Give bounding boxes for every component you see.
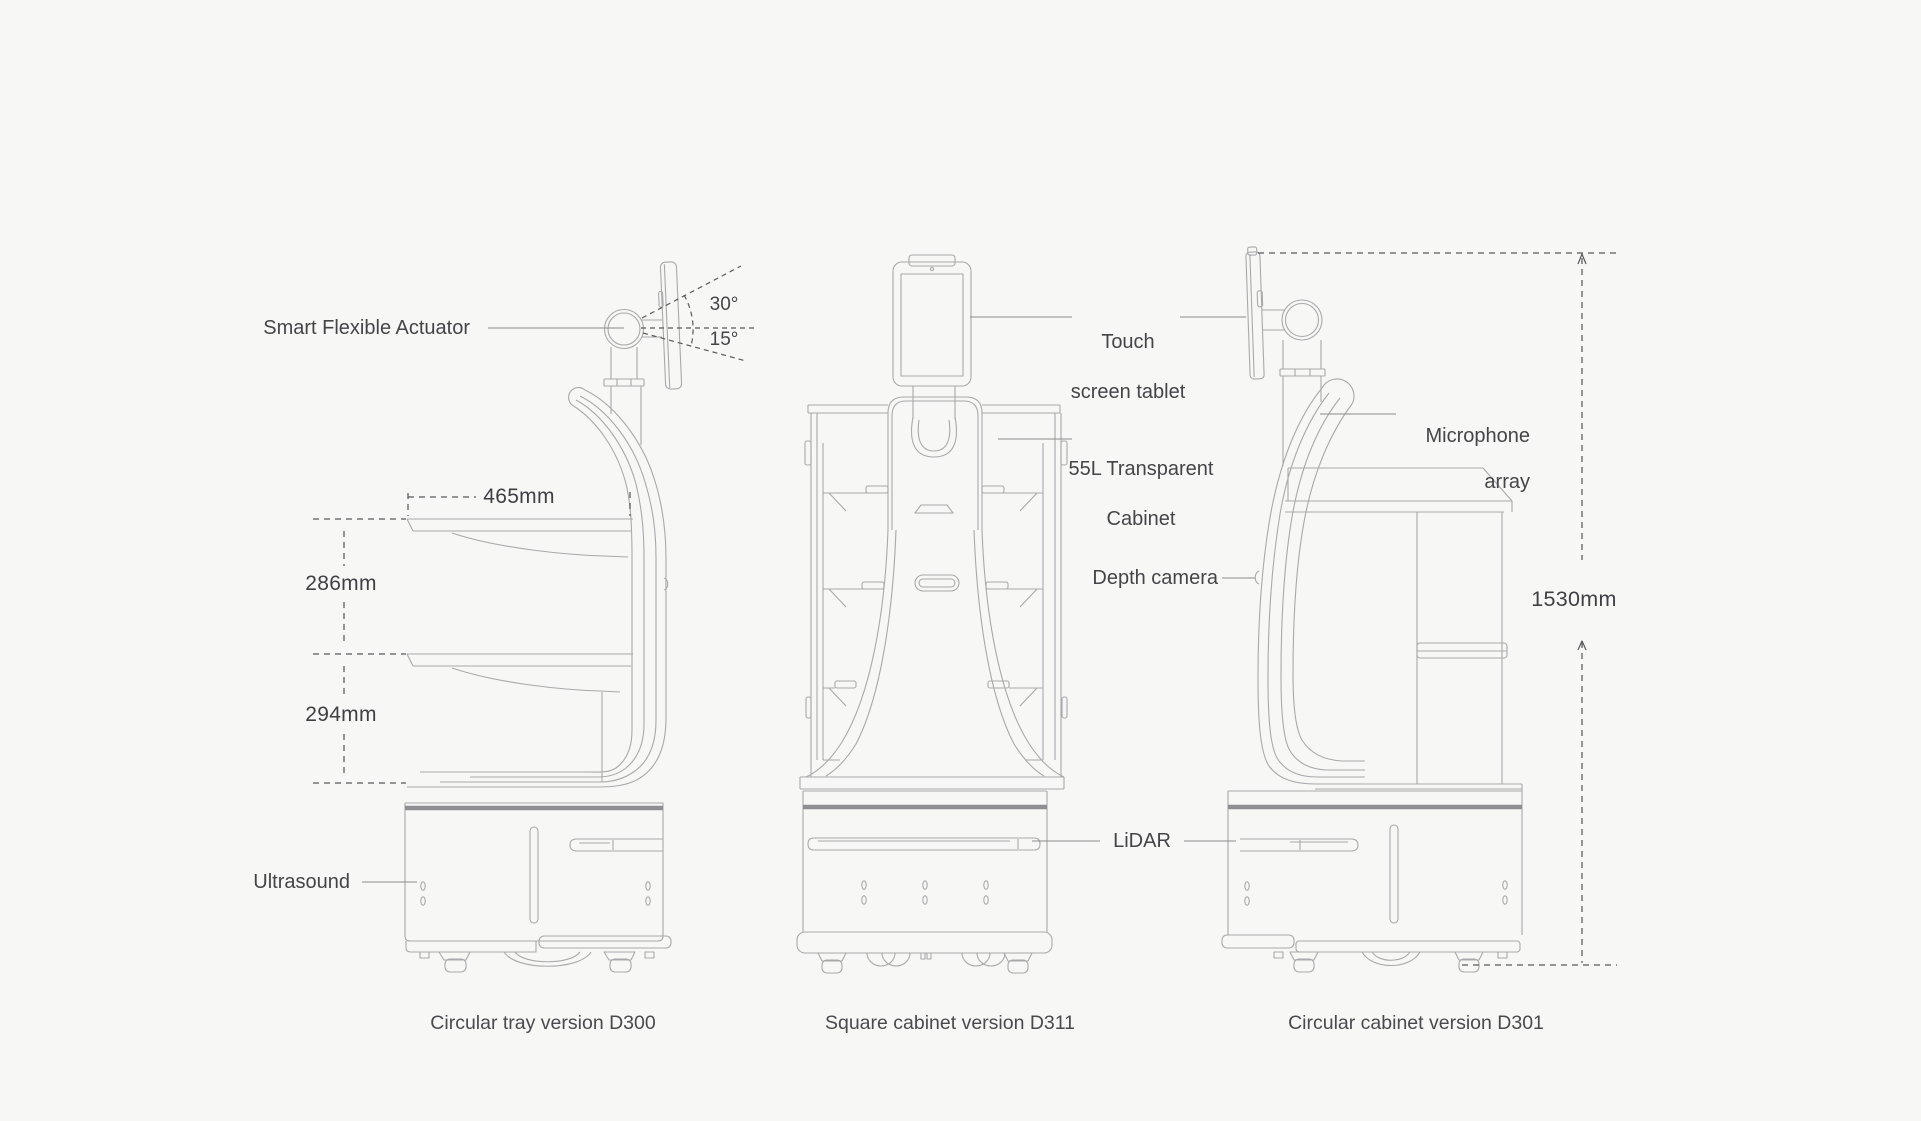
caption-d300: Circular tray version D300 <box>430 1012 656 1034</box>
dimension-tray-gap-286mm: 286mm <box>305 572 377 595</box>
d300-dimension-lines <box>313 492 630 783</box>
label-mic-line2: array <box>1484 471 1530 493</box>
robot-d301-drawing <box>1222 247 1522 972</box>
d301-actuator-joint-icon <box>1282 300 1322 340</box>
d311-front-camera-icon <box>930 267 933 270</box>
d311-depth-camera-icon <box>915 575 959 591</box>
dimension-tray-gap-294mm: 294mm <box>305 703 377 726</box>
d300-base-slot <box>530 827 538 923</box>
d311-shelves <box>823 486 1043 706</box>
d301-tablet-bracket <box>1262 310 1284 330</box>
d311-neck-and-shoulder <box>888 386 982 530</box>
d300-upper-tray <box>407 519 633 557</box>
caption-d301: Circular cabinet version D301 <box>1288 1012 1544 1034</box>
d301-tablet-icon <box>1246 247 1266 379</box>
d311-column-slot <box>915 505 953 513</box>
d300-ultrasound-sensors-icon <box>421 882 650 905</box>
label-lidar: LiDAR <box>1113 830 1171 852</box>
d300-actuator-joint-icon <box>605 310 644 349</box>
label-55l-transparent-cabinet <box>1051 432 1231 532</box>
d300-back-tube <box>407 388 668 787</box>
label-touch-screen-tablet <box>1040 305 1216 405</box>
d301-cabinet <box>1285 468 1512 784</box>
dimension-tray-width-465mm: 465mm <box>483 485 555 508</box>
d301-base <box>1222 789 1522 972</box>
label-microphone-array <box>1388 402 1530 494</box>
d311-ultrasound-sensors-icon <box>862 881 988 904</box>
label-touch-line2: screen tablet <box>1070 381 1186 403</box>
d311-base <box>797 791 1052 973</box>
d301-ultrasound-sensors-icon <box>1245 881 1507 905</box>
annotation-leader-lines <box>362 317 1396 882</box>
robot-d311-drawing <box>797 255 1067 973</box>
label-ultrasound: Ultrasound <box>253 871 350 893</box>
label-angle-15: 15° <box>709 329 739 350</box>
label-cabinet-line1: 55L Transparent <box>1068 458 1214 480</box>
caption-d311: Square cabinet version D311 <box>824 1012 1076 1034</box>
label-cabinet-line2: Cabinet <box>1106 508 1176 530</box>
d300-actuator-joint-inner <box>608 313 640 345</box>
dimension-overall-height-1530mm: 1530mm <box>1531 587 1617 611</box>
d311-lidar-slot-icon <box>808 838 1040 850</box>
d311-bumper-and-wheels <box>797 932 1052 973</box>
robot-d300-drawing <box>405 262 682 972</box>
label-mic-line1: Microphone <box>1425 425 1530 447</box>
d301-base-slot <box>1390 825 1398 923</box>
d301-depth-camera-icon <box>1255 571 1259 584</box>
d300-lower-tray <box>407 654 633 782</box>
d300-base <box>405 803 671 972</box>
d300-tablet-icon <box>657 262 682 390</box>
label-depth-camera: Depth camera <box>1092 567 1218 589</box>
d301-neck-column <box>1280 340 1325 466</box>
d301-lidar-slot-icon <box>1240 839 1358 851</box>
d311-cabinet <box>800 405 1067 789</box>
d301-actuator-joint-inner <box>1286 304 1319 337</box>
label-angle-30: 30° <box>709 294 739 315</box>
label-touch-line1: Touch <box>1101 331 1155 353</box>
d300-lidar-slot-icon <box>570 839 663 851</box>
label-smart-flexible-actuator: Smart Flexible Actuator <box>263 317 470 339</box>
d301-bumper-and-wheels <box>1222 935 1520 972</box>
d311-tablet-icon <box>893 255 971 386</box>
